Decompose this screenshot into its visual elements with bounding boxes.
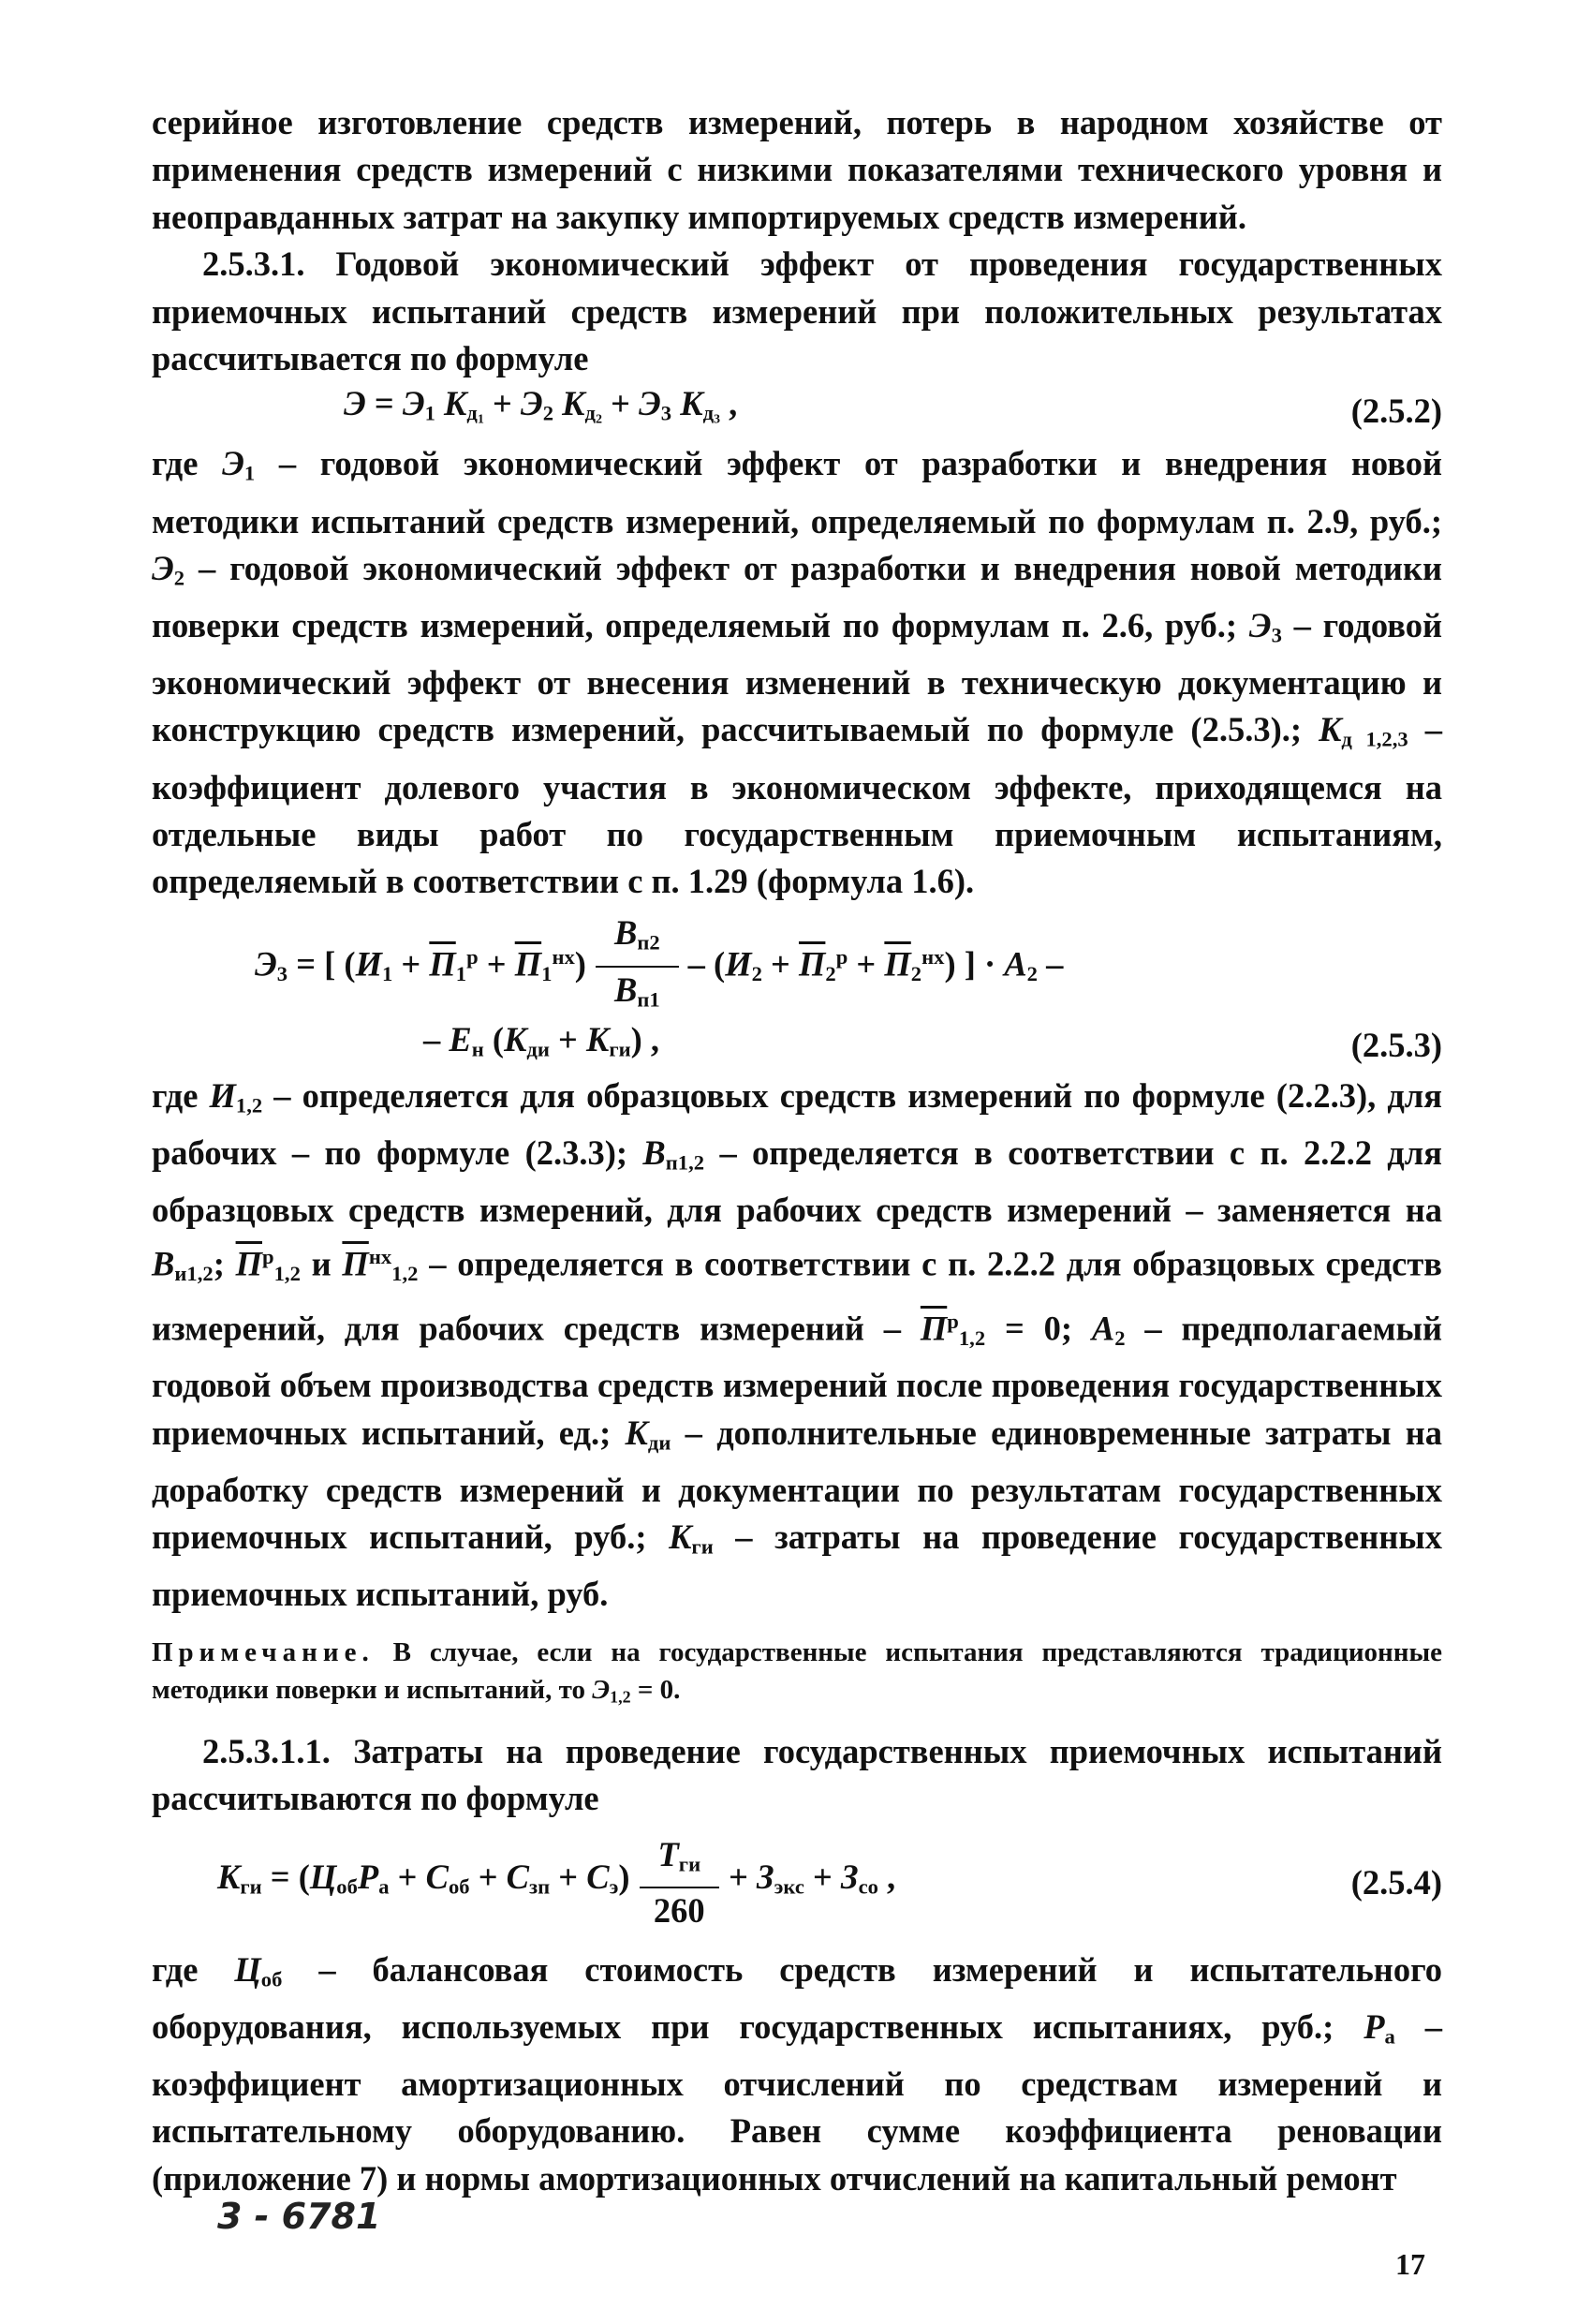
paragraph-where-1: где $Э_1$ – годовой экономический эффект от разработки и внедрения новой методики испытаний средств измерений, определяемый по формулам п. 2.9, руб.; $Э_2$ – годовой экономический эффект от разработки и внедрения новой методики поверки средств измерений, определяемый по формулам п. 2.6, руб.; $Э_3$ – годовой экономический эффект от внесения изменений в техническую документацию и конструкцию средств измерений, рассчитываемый по формуле (2.5.3).; $K_{д 1,2,3}$ – коэффициент долевого участия в экономическом эффекте, приходящемся на отдельные виды работ по государственным приемочным испытаниям, определяемый в соответствии с п. 1.29 (формула 1.6). bbox=[152, 444, 1443, 901]
formula-2-5-2 bbox=[152, 382, 1442, 440]
formula-2-5-4 bbox=[152, 1830, 1442, 1935]
page-number: 17 bbox=[1395, 2247, 1425, 2281]
equation-number: (2.5.2) bbox=[1350, 392, 1442, 431]
paragraph-where-3: где $Ц_{об}$ – балансовая стоимость средств измерений и испытательного оборудования, используемых при государственных испытаниях, руб.; $P_а$ – коэффициент амортизационных отчислений по средствам измерений и испытательному оборудованию. Равен сумме коэффициента реновации (приложение 7) и нормы амортизационных отчислений на капитальный ремонт bbox=[152, 1949, 1443, 2198]
formula-2-5-3-left: $Э_3$ = [ $(И_1 + П_1^р + П_1^{нх})$ bbox=[255, 944, 586, 986]
formula-2-5-3-right: – $(И_2 + П_2^р + П_2^{нх})$ ] · $A_2$ – bbox=[687, 944, 1064, 986]
fraction-t: $\frac{T_{ги}}{260}$ bbox=[640, 1834, 720, 1932]
formula-2-5-4-right: + $З_{экс} + З_{со}$ , bbox=[729, 1858, 896, 1900]
equation-number: (2.5.4) bbox=[1350, 1862, 1442, 1902]
fraction-b: $\frac{B_{п2}}{B_{п1}}$ bbox=[596, 912, 679, 1020]
formula-2-5-2-body: $Э = Э_1$ $K_{д_1} + Э_2$ $K_{д_2} + Э_3$ $K_{д_3}$ , bbox=[344, 383, 738, 427]
formula-2-5-3-line1 bbox=[152, 915, 1442, 1018]
formula-2-5-4-left: $K_{ги} = (Ц_{об}P_а + C_{об} + C_{зп} + C_э)$ bbox=[217, 1858, 630, 1900]
equation-number: (2.5.3) bbox=[1350, 1025, 1442, 1064]
note: Примечание. В случае, если на государственные испытания представляются традиционные методики поверки и испытаний, то $Э_{1,2} = 0$. bbox=[152, 1636, 1442, 1707]
formula-2-5-3-tail: – $E_н$ $(K_{ди} + K_{ги})$ , bbox=[423, 1020, 660, 1061]
paragraph-2-5-3-1: 2.5.3.1. Годовой экономический эффект от проведения государственных приемочных испытаний средств измерений при положительных результатах рассчитывается по формуле bbox=[152, 244, 1442, 378]
paragraph-intro: серийное изготовление средств измерений, потерь в народном хозяйстве от применения средств измерений с низкими показателями технического уровня и неоправданных затрат на закупку импортируемых средств измерений. bbox=[152, 103, 1442, 236]
paragraph-where-2: где $И_{1,2}$ – определяется для образцовых средств измерений по формуле (2.2.3), для рабочих – по формуле (2.3.3); $B_{п1,2}$ – определяется в соответствии с п. 2.2.2 для образцовых средств измерений, для рабочих средств измерений – заменяется на $B_{и1,2}$; $П^р_{1,2}$ и $П^{нх}_{1,2}$ – определяется в соответствии с п. 2.2.2 для образцовых средств измерений, для рабочих средств измерений – $П^р_{1,2} = 0$; $A_2$ – предполагаемый годовой объем производства средств измерений после проведения государственных приемочных испытаний, ед.; $K_{ди}$ – дополнительные единовременные затраты на доработку средств измерений и документации по результатам государственных приемочных испытаний, руб.; $K_{ги}$ – затраты на проведение государственных приемочных испытаний, руб. bbox=[152, 1075, 1443, 1614]
formula-2-5-3-line2 bbox=[152, 1018, 1442, 1073]
handwritten-mark: 3 - 6781 bbox=[217, 2196, 381, 2237]
paragraph-2-5-3-1-1: 2.5.3.1.1. Затраты на проведение государственных приемочных испытаний рассчитываются по формуле bbox=[152, 1732, 1442, 1818]
main-text bbox=[152, 99, 1442, 2202]
